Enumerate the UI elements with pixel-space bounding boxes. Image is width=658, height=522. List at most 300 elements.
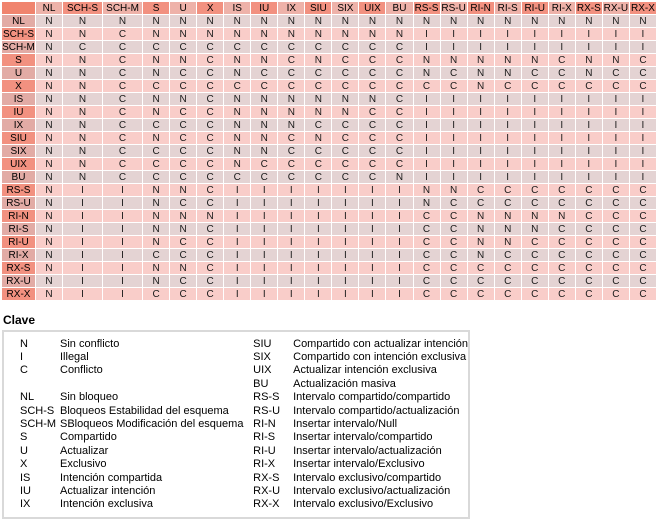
matrix-cell-rs-u-s: N xyxy=(143,197,170,210)
matrix-cell-bu-x: C xyxy=(197,171,224,184)
matrix-cell-is-rs-s: I xyxy=(413,93,440,106)
matrix-cell-u-rx-s: N xyxy=(575,67,602,80)
matrix-cell-rx-u-rx-u: C xyxy=(602,275,629,288)
matrix-cell-ri-x-ix: I xyxy=(278,249,305,262)
matrix-cell-ri-x-nl: N xyxy=(36,249,63,262)
matrix-cell-rs-s-ri-s: C xyxy=(494,184,521,197)
matrix-cell-ix-rx-s: I xyxy=(575,119,602,132)
matrix-cell-sch-m-ri-s: I xyxy=(494,41,521,54)
matrix-cell-sch-m-rx-u: I xyxy=(602,41,629,54)
matrix-cell-is-six: N xyxy=(332,93,359,106)
matrix-cell-uix-x: C xyxy=(197,158,224,171)
matrix-cell-rs-u-ri-s: C xyxy=(494,197,521,210)
matrix-cell-u-nl: N xyxy=(36,67,63,80)
matrix-cell-ri-x-rs-s: C xyxy=(413,249,440,262)
matrix-cell-ri-x-bu: I xyxy=(386,249,413,262)
matrix-cell-sch-s-s: N xyxy=(143,28,170,41)
matrix-cell-nl-rs-u: N xyxy=(440,15,467,28)
matrix-cell-six-s: C xyxy=(143,145,170,158)
column-header-sch-m: SCH-M xyxy=(103,2,143,15)
column-header-ri-n: RI-N xyxy=(467,2,494,15)
matrix-cell-x-nl: N xyxy=(36,80,63,93)
matrix-cell-iu-six: N xyxy=(332,106,359,119)
legend-code: RX-U xyxy=(253,484,281,497)
matrix-cell-rs-u-sch-m: I xyxy=(103,197,143,210)
matrix-cell-nl-uix: N xyxy=(359,15,386,28)
matrix-cell-ri-s-ri-x: C xyxy=(548,223,575,236)
matrix-cell-uix-ri-n: I xyxy=(467,158,494,171)
matrix-row-rs-u xyxy=(2,197,657,210)
matrix-cell-ri-s-sch-s: I xyxy=(63,223,103,236)
matrix-cell-ri-x-iu: I xyxy=(251,249,278,262)
matrix-cell-sch-s-iu: N xyxy=(251,28,278,41)
matrix-cell-ri-n-rx-u: C xyxy=(602,210,629,223)
matrix-cell-rx-x-uix: I xyxy=(359,288,386,301)
matrix-cell-rs-u-ri-n: C xyxy=(467,197,494,210)
matrix-cell-rs-s-x: C xyxy=(197,184,224,197)
matrix-cell-rx-x-s: C xyxy=(143,288,170,301)
matrix-header-row xyxy=(2,2,657,15)
matrix-cell-six-rs-s: I xyxy=(413,145,440,158)
matrix-cell-s-rs-s: N xyxy=(413,54,440,67)
matrix-cell-rx-x-nl: N xyxy=(36,288,63,301)
matrix-cell-rx-s-siu: I xyxy=(305,262,332,275)
row-header-six: SIX xyxy=(2,145,36,158)
matrix-cell-s-sch-m: C xyxy=(103,54,143,67)
matrix-cell-ri-n-rs-s: C xyxy=(413,210,440,223)
matrix-cell-ri-u-nl: N xyxy=(36,236,63,249)
legend-code: RX-S xyxy=(253,471,280,484)
column-header-bu: BU xyxy=(386,2,413,15)
matrix-cell-rs-s-iu: I xyxy=(251,184,278,197)
matrix-corner-cell xyxy=(2,2,36,15)
matrix-cell-bu-sch-s: N xyxy=(63,171,103,184)
matrix-cell-ri-n-uix: I xyxy=(359,210,386,223)
column-header-ri-u: RI-U xyxy=(521,2,548,15)
matrix-cell-rx-u-uix: I xyxy=(359,275,386,288)
matrix-cell-rs-s-rs-u: N xyxy=(440,184,467,197)
row-header-rx-s: RX-S xyxy=(2,262,36,275)
matrix-cell-u-sch-m: C xyxy=(103,67,143,80)
matrix-cell-rx-s-nl: N xyxy=(36,262,63,275)
matrix-row-ri-n xyxy=(2,210,657,223)
matrix-cell-uix-sch-m: C xyxy=(103,158,143,171)
column-header-ix: IX xyxy=(278,2,305,15)
legend-code: RX-X xyxy=(253,498,280,511)
matrix-cell-sch-m-bu: C xyxy=(386,41,413,54)
matrix-cell-bu-u: C xyxy=(170,171,197,184)
matrix-cell-sch-m-uix: C xyxy=(359,41,386,54)
legend-description: Compartido xyxy=(60,431,117,444)
matrix-cell-siu-ri-x: I xyxy=(548,132,575,145)
matrix-cell-ri-n-ri-x: N xyxy=(548,210,575,223)
matrix-cell-uix-rx-u: I xyxy=(602,158,629,171)
matrix-cell-ri-n-rx-x: C xyxy=(629,210,656,223)
matrix-cell-uix-u: C xyxy=(170,158,197,171)
legend-description: Conflicto xyxy=(60,364,103,377)
matrix-cell-u-ix: C xyxy=(278,67,305,80)
matrix-cell-s-ri-s: N xyxy=(494,54,521,67)
matrix-cell-u-bu: C xyxy=(386,67,413,80)
matrix-cell-x-rs-u: C xyxy=(440,80,467,93)
matrix-cell-siu-is: N xyxy=(224,132,251,145)
matrix-cell-bu-rx-x: I xyxy=(629,171,656,184)
matrix-cell-x-s: C xyxy=(143,80,170,93)
legend-box xyxy=(2,330,470,519)
matrix-cell-nl-sch-s: N xyxy=(63,15,103,28)
matrix-cell-nl-iu: N xyxy=(251,15,278,28)
matrix-cell-s-uix: C xyxy=(359,54,386,67)
matrix-cell-is-rx-u: I xyxy=(602,93,629,106)
legend-item-i xyxy=(20,350,253,363)
matrix-cell-iu-rx-x: I xyxy=(629,106,656,119)
matrix-cell-sch-m-sch-m: C xyxy=(103,41,143,54)
matrix-cell-x-is: C xyxy=(224,80,251,93)
matrix-cell-u-ri-s: N xyxy=(494,67,521,80)
matrix-cell-iu-u: C xyxy=(170,106,197,119)
matrix-cell-ix-ri-s: I xyxy=(494,119,521,132)
matrix-cell-iu-rs-s: I xyxy=(413,106,440,119)
matrix-cell-six-rx-s: I xyxy=(575,145,602,158)
matrix-cell-rx-u-rx-s: C xyxy=(575,275,602,288)
matrix-cell-ri-n-ix: I xyxy=(278,210,305,223)
matrix-row-six xyxy=(2,145,657,158)
matrix-cell-s-rx-x: C xyxy=(629,54,656,67)
matrix-cell-nl-siu: N xyxy=(305,15,332,28)
matrix-cell-rs-u-rs-s: N xyxy=(413,197,440,210)
matrix-cell-ix-ix: N xyxy=(278,119,305,132)
matrix-cell-s-rx-s: N xyxy=(575,54,602,67)
matrix-cell-sch-s-six: N xyxy=(332,28,359,41)
legend-item-iu xyxy=(20,484,253,497)
matrix-cell-sch-s-siu: N xyxy=(305,28,332,41)
matrix-cell-sch-m-ri-u: I xyxy=(521,41,548,54)
matrix-cell-nl-is: N xyxy=(224,15,251,28)
matrix-cell-ix-rs-u: I xyxy=(440,119,467,132)
matrix-cell-is-nl: N xyxy=(36,93,63,106)
matrix-cell-x-ri-u: C xyxy=(521,80,548,93)
matrix-cell-nl-rx-x: N xyxy=(629,15,656,28)
matrix-cell-ix-rs-s: I xyxy=(413,119,440,132)
matrix-cell-u-is: N xyxy=(224,67,251,80)
matrix-cell-rs-s-rx-x: C xyxy=(629,184,656,197)
matrix-cell-rs-u-rx-u: C xyxy=(602,197,629,210)
matrix-cell-s-iu: N xyxy=(251,54,278,67)
matrix-cell-rx-u-s: N xyxy=(143,275,170,288)
row-header-ri-n: RI-N xyxy=(2,210,36,223)
matrix-cell-ix-ri-u: I xyxy=(521,119,548,132)
matrix-cell-s-rs-u: N xyxy=(440,54,467,67)
matrix-cell-sch-s-x: N xyxy=(197,28,224,41)
legend-code: RI-S xyxy=(253,431,276,444)
matrix-cell-x-ri-n: N xyxy=(467,80,494,93)
matrix-cell-six-siu: C xyxy=(305,145,332,158)
matrix-cell-sch-m-sch-s: C xyxy=(63,41,103,54)
matrix-cell-six-nl: N xyxy=(36,145,63,158)
matrix-cell-x-rx-s: C xyxy=(575,80,602,93)
matrix-cell-bu-ri-x: I xyxy=(548,171,575,184)
matrix-cell-rx-u-nl: N xyxy=(36,275,63,288)
matrix-cell-siu-rx-x: I xyxy=(629,132,656,145)
matrix-cell-rx-s-rx-s: C xyxy=(575,262,602,275)
matrix-cell-s-rx-u: N xyxy=(602,54,629,67)
column-header-iu: IU xyxy=(251,2,278,15)
matrix-cell-sch-s-ri-s: I xyxy=(494,28,521,41)
row-header-rx-x: RX-X xyxy=(2,288,36,301)
matrix-cell-ri-x-ri-u: C xyxy=(521,249,548,262)
matrix-cell-u-rx-x: C xyxy=(629,67,656,80)
matrix-cell-siu-rs-u: I xyxy=(440,132,467,145)
matrix-cell-ix-sch-s: N xyxy=(63,119,103,132)
matrix-cell-ri-s-rx-s: C xyxy=(575,223,602,236)
matrix-cell-six-ri-u: I xyxy=(521,145,548,158)
legend-item-uix xyxy=(253,364,468,377)
legend-item-sch-s xyxy=(20,404,253,417)
column-header-sch-s: SCH-S xyxy=(63,2,103,15)
matrix-cell-ri-n-bu: I xyxy=(386,210,413,223)
matrix-cell-ri-x-sch-s: I xyxy=(63,249,103,262)
matrix-cell-rx-x-is: I xyxy=(224,288,251,301)
legend-item-rs-u xyxy=(253,404,468,417)
matrix-cell-rx-u-rx-x: C xyxy=(629,275,656,288)
matrix-cell-iu-x: C xyxy=(197,106,224,119)
matrix-cell-u-u: C xyxy=(170,67,197,80)
matrix-cell-rx-s-s: N xyxy=(143,262,170,275)
matrix-cell-x-bu: C xyxy=(386,80,413,93)
matrix-cell-siu-rx-s: I xyxy=(575,132,602,145)
matrix-cell-ri-n-ri-u: N xyxy=(521,210,548,223)
matrix-cell-is-s: N xyxy=(143,93,170,106)
legend-item-rs-s xyxy=(253,391,468,404)
matrix-cell-sch-m-six: C xyxy=(332,41,359,54)
matrix-cell-u-ri-x: C xyxy=(548,67,575,80)
matrix-cell-sch-m-rx-s: I xyxy=(575,41,602,54)
matrix-cell-u-six: C xyxy=(332,67,359,80)
matrix-cell-rx-u-sch-m: I xyxy=(103,275,143,288)
matrix-cell-bu-ri-s: I xyxy=(494,171,521,184)
legend-description: Actualización masiva xyxy=(293,377,396,390)
matrix-cell-iu-rx-u: I xyxy=(602,106,629,119)
matrix-cell-ri-x-ri-s: C xyxy=(494,249,521,262)
matrix-cell-rs-u-six: I xyxy=(332,197,359,210)
matrix-cell-siu-rx-u: I xyxy=(602,132,629,145)
matrix-cell-ri-x-rs-u: C xyxy=(440,249,467,262)
matrix-cell-sch-m-nl: N xyxy=(36,41,63,54)
matrix-cell-iu-rx-s: I xyxy=(575,106,602,119)
matrix-row-u xyxy=(2,67,657,80)
matrix-cell-sch-s-bu: N xyxy=(386,28,413,41)
matrix-cell-siu-s: N xyxy=(143,132,170,145)
matrix-cell-s-s: N xyxy=(143,54,170,67)
legend-item-c xyxy=(20,364,253,377)
matrix-cell-ri-n-ri-n: N xyxy=(467,210,494,223)
matrix-cell-ri-s-s: N xyxy=(143,223,170,236)
matrix-row-sch-m xyxy=(2,41,657,54)
matrix-cell-uix-is: N xyxy=(224,158,251,171)
matrix-cell-ri-u-siu: I xyxy=(305,236,332,249)
matrix-cell-sch-s-ix: N xyxy=(278,28,305,41)
matrix-cell-ri-s-iu: I xyxy=(251,223,278,236)
matrix-cell-rx-u-rs-s: C xyxy=(413,275,440,288)
column-header-uix: UIX xyxy=(359,2,386,15)
legend-item-u xyxy=(20,444,253,457)
matrix-cell-iu-ix: N xyxy=(278,106,305,119)
matrix-cell-nl-s: N xyxy=(143,15,170,28)
matrix-cell-ri-n-rs-u: C xyxy=(440,210,467,223)
row-header-is: IS xyxy=(2,93,36,106)
matrix-cell-rx-x-x: C xyxy=(197,288,224,301)
matrix-cell-ri-u-rx-x: C xyxy=(629,236,656,249)
matrix-cell-bu-ri-u: I xyxy=(521,171,548,184)
matrix-cell-iu-sch-s: N xyxy=(63,106,103,119)
matrix-cell-rs-u-x: C xyxy=(197,197,224,210)
matrix-cell-ri-n-sch-m: I xyxy=(103,210,143,223)
legend-code: RS-S xyxy=(253,391,280,404)
matrix-cell-ri-x-u: C xyxy=(170,249,197,262)
matrix-cell-rx-s-iu: I xyxy=(251,262,278,275)
matrix-cell-iu-sch-m: C xyxy=(103,106,143,119)
matrix-cell-s-ri-x: C xyxy=(548,54,575,67)
legend-code: SIU xyxy=(253,337,272,350)
row-header-rs-u: RS-U xyxy=(2,197,36,210)
matrix-cell-uix-siu: C xyxy=(305,158,332,171)
matrix-cell-ix-siu: C xyxy=(305,119,332,132)
matrix-cell-ri-u-u: C xyxy=(170,236,197,249)
lock-compatibility-matrix xyxy=(1,1,657,301)
matrix-cell-is-bu: C xyxy=(386,93,413,106)
legend-item-nl xyxy=(20,391,253,404)
legend-code: RI-X xyxy=(253,458,276,471)
matrix-cell-nl-rx-s: N xyxy=(575,15,602,28)
column-header-ri-x: RI-X xyxy=(548,2,575,15)
matrix-cell-nl-x: N xyxy=(197,15,224,28)
matrix-cell-rs-s-s: N xyxy=(143,184,170,197)
matrix-cell-u-sch-s: N xyxy=(63,67,103,80)
matrix-cell-rx-x-rs-s: C xyxy=(413,288,440,301)
matrix-cell-bu-bu: N xyxy=(386,171,413,184)
matrix-cell-rs-s-rx-s: C xyxy=(575,184,602,197)
matrix-cell-rx-u-u: C xyxy=(170,275,197,288)
matrix-cell-ix-s: C xyxy=(143,119,170,132)
matrix-cell-siu-ix: C xyxy=(278,132,305,145)
matrix-row-rx-u xyxy=(2,275,657,288)
column-header-nl: NL xyxy=(36,2,63,15)
matrix-cell-is-u: N xyxy=(170,93,197,106)
legend-item-x xyxy=(20,458,253,471)
legend-code: SCH-M xyxy=(20,418,57,431)
legend-item-ri-x xyxy=(253,458,468,471)
matrix-cell-s-siu: N xyxy=(305,54,332,67)
matrix-cell-rx-u-ix: I xyxy=(278,275,305,288)
matrix-cell-nl-u: N xyxy=(170,15,197,28)
matrix-cell-rs-s-siu: I xyxy=(305,184,332,197)
legend-columns xyxy=(4,337,468,511)
matrix-cell-iu-s: N xyxy=(143,106,170,119)
matrix-cell-rx-u-six: I xyxy=(332,275,359,288)
matrix-cell-sch-m-rs-s: I xyxy=(413,41,440,54)
matrix-row-ix xyxy=(2,119,657,132)
matrix-cell-six-rx-x: I xyxy=(629,145,656,158)
matrix-cell-u-rx-u: C xyxy=(602,67,629,80)
matrix-cell-six-ri-s: I xyxy=(494,145,521,158)
matrix-cell-ri-n-x: N xyxy=(197,210,224,223)
matrix-cell-bu-six: C xyxy=(332,171,359,184)
matrix-cell-rx-x-ri-s: C xyxy=(494,288,521,301)
matrix-cell-rs-u-rx-x: C xyxy=(629,197,656,210)
legend-item-n xyxy=(20,337,253,350)
matrix-cell-uix-rs-u: I xyxy=(440,158,467,171)
legend-code: N xyxy=(20,337,28,350)
matrix-cell-ri-u-ri-u: C xyxy=(521,236,548,249)
matrix-cell-ri-x-is: I xyxy=(224,249,251,262)
matrix-cell-uix-nl: N xyxy=(36,158,63,171)
matrix-cell-bu-rx-u: I xyxy=(602,171,629,184)
matrix-cell-bu-rs-s: I xyxy=(413,171,440,184)
matrix-cell-rs-s-bu: I xyxy=(386,184,413,197)
column-header-is: IS xyxy=(224,2,251,15)
row-header-siu: SIU xyxy=(2,132,36,145)
matrix-cell-sch-s-sch-s: N xyxy=(63,28,103,41)
matrix-cell-iu-siu: N xyxy=(305,106,332,119)
matrix-cell-ri-u-bu: I xyxy=(386,236,413,249)
matrix-cell-x-ri-x: C xyxy=(548,80,575,93)
matrix-cell-s-ri-n: N xyxy=(467,54,494,67)
matrix-cell-ri-u-six: I xyxy=(332,236,359,249)
legend-item-bu xyxy=(253,377,468,390)
matrix-cell-sch-s-ri-n: I xyxy=(467,28,494,41)
matrix-row-siu xyxy=(2,132,657,145)
matrix-cell-is-sch-m: C xyxy=(103,93,143,106)
matrix-cell-ri-u-rx-u: C xyxy=(602,236,629,249)
matrix-cell-ix-nl: N xyxy=(36,119,63,132)
matrix-cell-ix-uix: C xyxy=(359,119,386,132)
matrix-cell-u-x: C xyxy=(197,67,224,80)
matrix-row-uix xyxy=(2,158,657,171)
matrix-cell-rs-u-bu: I xyxy=(386,197,413,210)
legend-code: RS-U xyxy=(253,404,281,417)
matrix-cell-sch-s-ri-u: I xyxy=(521,28,548,41)
legend-item-ri-n xyxy=(253,417,468,430)
matrix-cell-rs-u-rx-s: C xyxy=(575,197,602,210)
matrix-cell-rx-s-rs-s: C xyxy=(413,262,440,275)
matrix-cell-uix-rx-s: I xyxy=(575,158,602,171)
matrix-cell-rx-s-ri-s: C xyxy=(494,262,521,275)
legend-code: IX xyxy=(20,498,31,511)
matrix-cell-sch-s-rx-s: I xyxy=(575,28,602,41)
column-header-six: SIX xyxy=(332,2,359,15)
matrix-cell-uix-ix: C xyxy=(278,158,305,171)
matrix-cell-six-uix: C xyxy=(359,145,386,158)
matrix-cell-x-iu: C xyxy=(251,80,278,93)
matrix-cell-ri-n-u: N xyxy=(170,210,197,223)
matrix-cell-nl-sch-m: N xyxy=(103,15,143,28)
matrix-cell-sch-s-sch-m: C xyxy=(103,28,143,41)
matrix-cell-ix-is: N xyxy=(224,119,251,132)
matrix-cell-sch-m-siu: C xyxy=(305,41,332,54)
matrix-cell-rs-s-sch-m: I xyxy=(103,184,143,197)
matrix-cell-six-six: C xyxy=(332,145,359,158)
matrix-cell-is-ri-s: I xyxy=(494,93,521,106)
matrix-cell-rx-x-iu: I xyxy=(251,288,278,301)
matrix-cell-rx-u-bu: I xyxy=(386,275,413,288)
matrix-cell-sch-m-rs-u: I xyxy=(440,41,467,54)
matrix-cell-s-is: N xyxy=(224,54,251,67)
legend-description: Sin conflicto xyxy=(60,337,120,350)
matrix-cell-u-s: N xyxy=(143,67,170,80)
legend-item-rx-x xyxy=(253,498,468,511)
matrix-cell-six-u: C xyxy=(170,145,197,158)
matrix-cell-x-six: C xyxy=(332,80,359,93)
